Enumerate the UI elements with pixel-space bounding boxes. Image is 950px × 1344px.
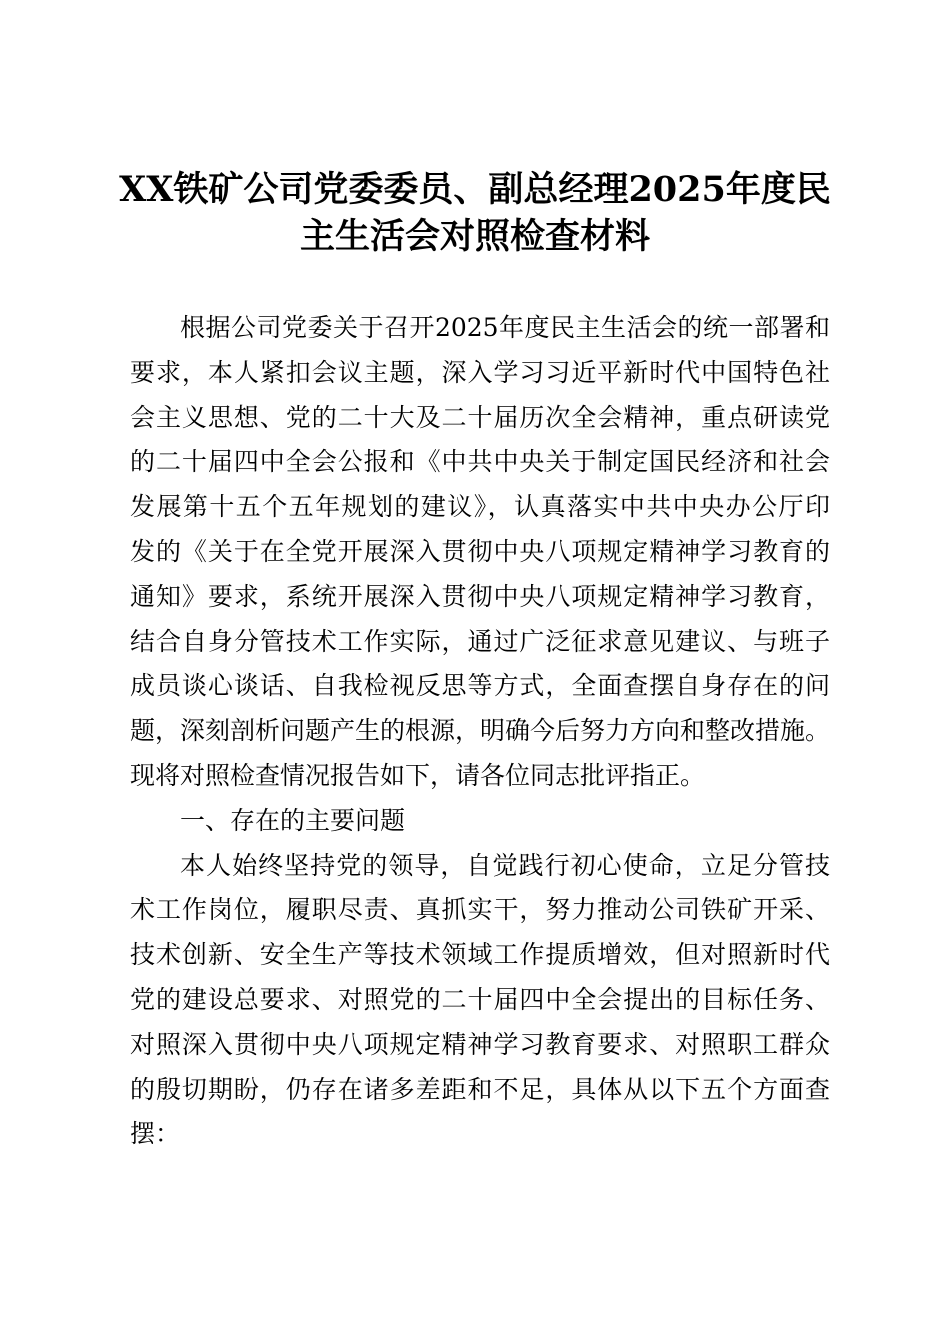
paragraph-line: 根据公司党委关于召开2025年度民主生活会的统一部署和	[180, 313, 830, 342]
paragraph-line: 对照深入贯彻中央八项规定精神学习教育要求、对照职工群众	[130, 1029, 830, 1059]
paragraph-line: 本人始终坚持党的领导，自觉践行初心使命，立足分管技	[180, 850, 830, 880]
paragraph-line: 成员谈心谈话、自我检视反思等方式，全面查摆自身存在的问	[130, 671, 830, 701]
title-line: 主生活会对照检查材料	[299, 216, 650, 257]
section-heading: 一、存在的主要问题	[180, 805, 406, 835]
document-title	[0, 166, 950, 260]
paragraph-line: 发的《关于在全党开展深入贯彻中央八项规定精神学习教育的	[130, 536, 830, 566]
paragraph-line: 通知》要求，系统开展深入贯彻中央八项规定精神学习教育，	[130, 581, 830, 611]
paragraph-line: 题，深刻剖析问题产生的根源，明确今后努力方向和整改措施。	[130, 716, 831, 746]
paragraph-line: 结合自身分管技术工作实际，通过广泛征求意见建议、与班子	[130, 626, 830, 656]
paragraph-line: 技术创新、安全生产等技术领域工作提质增效，但对照新时代	[130, 940, 830, 970]
paragraph-line: 会主义思想、党的二十大及二十届历次全会精神，重点研读党	[130, 402, 830, 432]
paragraph-line: 要求，本人紧扣会议主题，深入学习习近平新时代中国特色社	[130, 357, 830, 387]
paragraph-line: 术工作岗位，履职尽责、真抓实干，努力推动公司铁矿开采、	[130, 895, 830, 925]
document-body	[130, 306, 830, 1157]
paragraph-line: 党的建设总要求、对照党的二十届四中全会提出的目标任务、	[130, 984, 830, 1014]
paragraph-line: 发展第十五个五年规划的建议》，认真落实中共中央办公厅印	[130, 492, 830, 522]
paragraph-line: 摆：	[130, 1119, 181, 1149]
paragraph-line: 的殷切期盼，仍存在诸多差距和不足，具体从以下五个方面查	[130, 1074, 830, 1104]
title-line: XX铁矿公司党委委员、副总经理2025年度民	[119, 169, 831, 210]
paragraph-line: 现将对照检查情况报告如下，请各位同志批评指正。	[130, 760, 706, 790]
paragraph-line: 的二十届四中全会公报和《中共中央关于制定国民经济和社会	[130, 447, 830, 477]
